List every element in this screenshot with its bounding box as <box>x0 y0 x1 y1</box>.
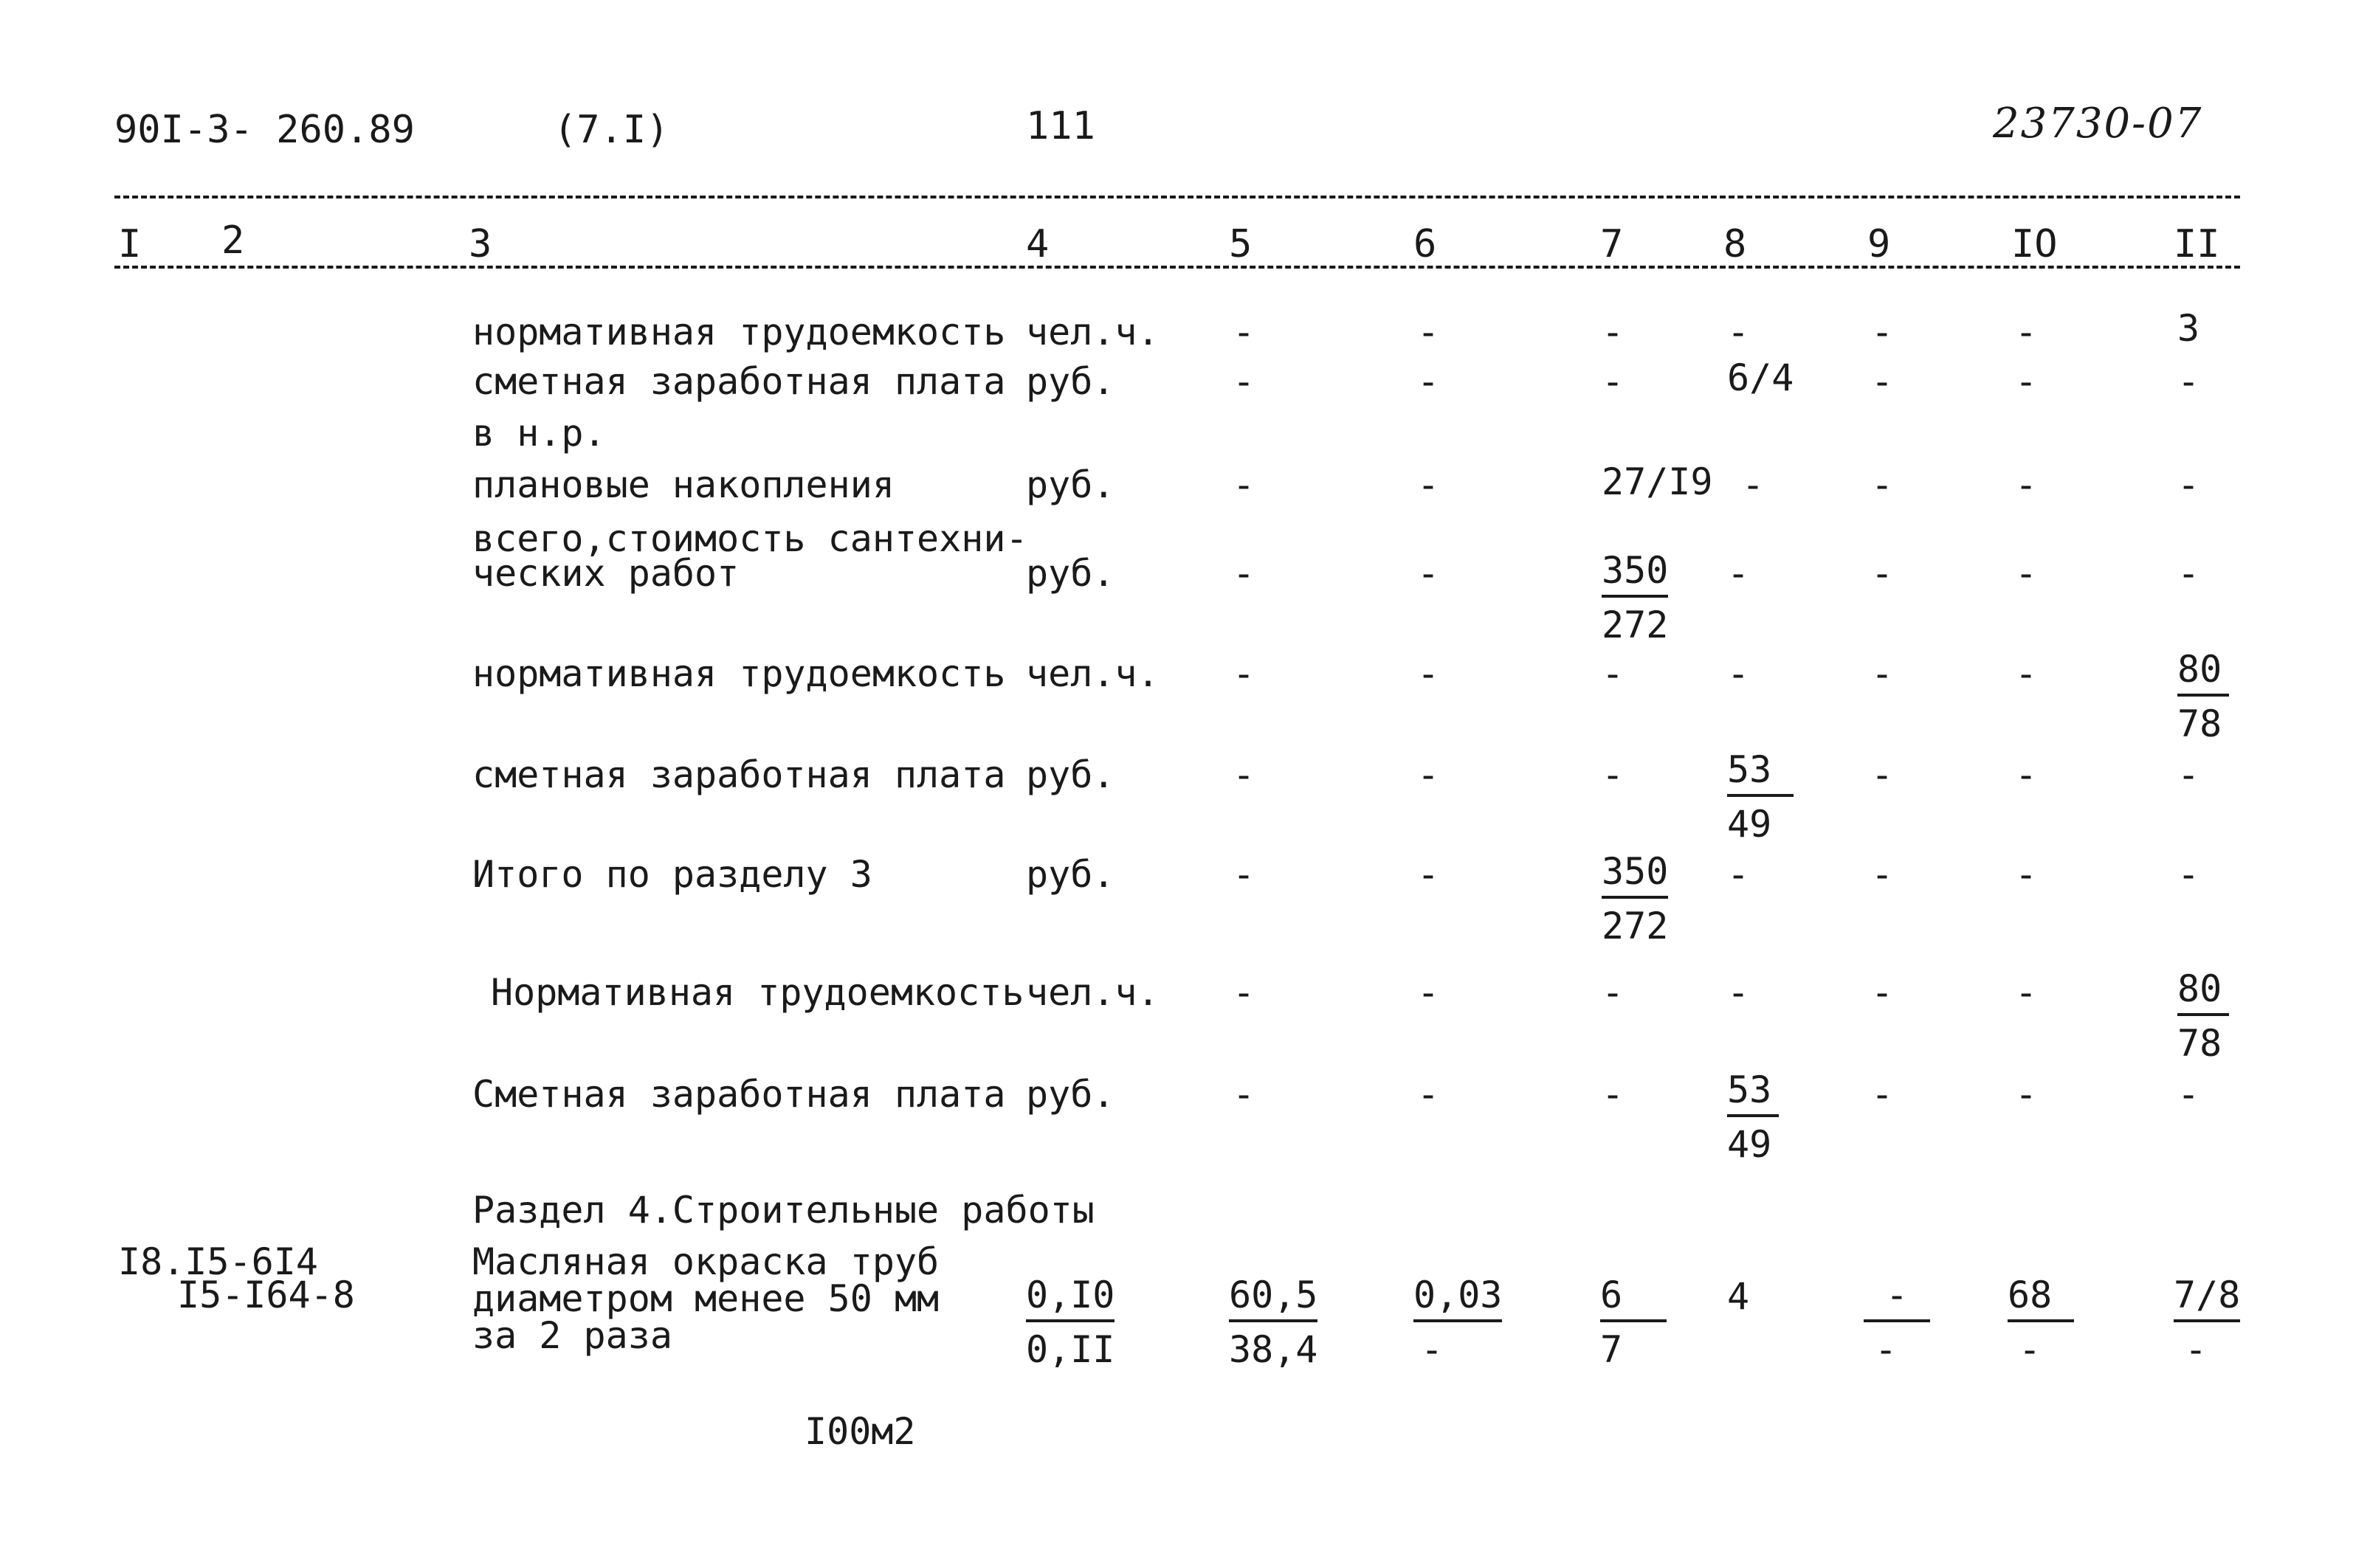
item-name-line2: диаметром менее 50 мм <box>472 1277 940 1320</box>
cell: - <box>1417 753 1440 796</box>
numerator: 350 <box>1602 853 1668 899</box>
fraction-cell <box>1864 1274 1930 1371</box>
section-code: (7.I) <box>554 108 669 152</box>
item-name-line1: Масляная окраска труб <box>472 1240 940 1283</box>
denominator: 49 <box>1727 1123 1772 1166</box>
row-unit: чел.ч. <box>1026 971 1160 1014</box>
cell: - <box>1742 463 1765 506</box>
item-number: I8.I5-6I4 <box>118 1240 318 1283</box>
cell: - <box>1871 463 1894 506</box>
cell: - <box>1233 1073 1255 1116</box>
fraction-cell <box>2008 1274 2074 1371</box>
fraction-cell <box>2174 1274 2241 1371</box>
denominator: 7 <box>1600 1328 1623 1371</box>
cell: - <box>1417 552 1440 595</box>
item-reference: I5-I64-8 <box>177 1274 355 1316</box>
row-name: Нормативная трудоемкость <box>491 971 1024 1014</box>
cell: - <box>1233 652 1255 695</box>
cell: - <box>1871 360 1894 403</box>
page-number: 111 <box>1026 104 1095 148</box>
row-unit: руб. <box>1026 552 1115 595</box>
row-unit: чел.ч. <box>1026 652 1160 695</box>
cell: - <box>2177 552 2200 595</box>
col-header-1: I <box>118 222 142 266</box>
row-unit: руб. <box>1026 853 1115 896</box>
cell: - <box>1233 463 1255 506</box>
cell: - <box>1233 360 1255 403</box>
denominator: 0,II <box>1026 1328 1115 1371</box>
cell: - <box>1417 1073 1440 1116</box>
row-unit: руб. <box>1026 753 1115 796</box>
fraction-cell <box>1413 1274 1503 1371</box>
section-title: Раздел 4.Строительные работы <box>472 1189 1095 1232</box>
cell: - <box>1871 1073 1894 1116</box>
cell: - <box>1417 971 1440 1014</box>
denominator: 272 <box>1602 905 1669 947</box>
numerator: 53 <box>1727 1071 1779 1117</box>
doc-code: 90I-3- 260.89 <box>114 108 415 152</box>
cell: - <box>1417 853 1440 896</box>
col-header-6: 6 <box>1413 222 1437 266</box>
fraction-cell <box>1602 850 1669 947</box>
numerator: 6 <box>1600 1277 1667 1322</box>
numerator: 80 <box>2177 970 2229 1016</box>
cell: - <box>2177 463 2200 506</box>
cell: - <box>1602 753 1625 796</box>
cell: - <box>2015 360 2038 403</box>
fraction-cell <box>1600 1274 1667 1371</box>
cell: - <box>1727 311 1750 353</box>
denominator: - <box>2185 1328 2208 1371</box>
row-name: сметная заработная плата <box>472 360 1006 403</box>
fraction-cell <box>2177 648 2229 745</box>
fraction-cell <box>1727 1068 1779 1166</box>
cell: - <box>2015 971 2038 1014</box>
cell: 4 <box>1727 1275 1750 1318</box>
col-header-7: 7 <box>1600 222 1624 266</box>
cell: - <box>2015 652 2038 695</box>
cell: 3 <box>2177 307 2200 350</box>
unit-label: I00м2 <box>805 1410 916 1453</box>
col-header-11: II <box>2174 222 2220 266</box>
denominator: - <box>1875 1328 1898 1371</box>
cell: - <box>1602 971 1625 1014</box>
col-header-10: IO <box>2011 222 2058 266</box>
cell: - <box>1233 853 1255 896</box>
denominator: 272 <box>1602 604 1669 646</box>
cell: - <box>2015 463 2038 506</box>
cell: - <box>1417 652 1440 695</box>
row-name: Сметная заработная плата <box>472 1073 1006 1116</box>
denominator: 78 <box>2177 1022 2222 1065</box>
cell: - <box>1871 552 1894 595</box>
row-unit: руб. <box>1026 360 1115 403</box>
numerator: 0,03 <box>1413 1277 1502 1322</box>
cell: - <box>1417 311 1440 353</box>
denominator: 38,4 <box>1229 1328 1318 1371</box>
cell: - <box>1871 971 1894 1014</box>
row-name: плановые накопления <box>472 463 895 506</box>
row-name-cont: в н.р. <box>472 412 606 455</box>
cell: - <box>1602 311 1625 353</box>
numerator: 60,5 <box>1229 1277 1317 1322</box>
fraction-cell <box>2177 967 2229 1065</box>
col-header-2: 2 <box>221 218 245 263</box>
cell: - <box>1727 552 1750 595</box>
cell: - <box>1602 360 1625 403</box>
cell: - <box>1602 652 1625 695</box>
col-header-9: 9 <box>1867 222 1891 266</box>
signature-number: 23730-07 <box>1993 100 2203 148</box>
numerator: 53 <box>1727 751 1794 797</box>
numerator: 0,I0 <box>1026 1277 1115 1322</box>
cell: - <box>2177 853 2200 896</box>
row-unit: руб. <box>1026 463 1115 506</box>
top-rule <box>114 196 2240 198</box>
cell: - <box>2015 1073 2038 1116</box>
cell: - <box>1727 971 1750 1014</box>
row-unit: чел.ч. <box>1026 311 1160 353</box>
cell: - <box>1871 853 1894 896</box>
cell: 27/I9 <box>1602 460 1713 503</box>
cell: - <box>1871 652 1894 695</box>
cell: - <box>1602 1073 1625 1116</box>
cell: - <box>2177 753 2200 796</box>
row-name: нормативная трудоемкость <box>472 652 1006 695</box>
cell: - <box>1727 652 1750 695</box>
col-header-3: 3 <box>469 222 492 266</box>
item-name-line3: за 2 раза <box>472 1314 672 1357</box>
fraction-cell <box>1727 748 1794 846</box>
row-name: всего,стоимость сантехни- <box>472 517 1028 560</box>
cell: - <box>2015 311 2038 353</box>
cell: - <box>1233 311 1255 353</box>
fraction-cell <box>1602 549 1669 646</box>
numerator: 350 <box>1602 552 1668 598</box>
fraction-cell <box>1229 1274 1318 1371</box>
cell: - <box>1727 853 1750 896</box>
denominator: - <box>2019 1328 2042 1371</box>
cell: - <box>1871 753 1894 796</box>
header-rule <box>114 266 2240 269</box>
row-unit: руб. <box>1026 1073 1115 1116</box>
denominator: 78 <box>2177 702 2222 745</box>
cell: - <box>2015 853 2038 896</box>
col-header-8: 8 <box>1723 222 1747 266</box>
cell: - <box>2177 360 2200 403</box>
numerator: 68 <box>2008 1277 2074 1322</box>
cell: - <box>1233 753 1255 796</box>
cell: - <box>1871 311 1894 353</box>
col-header-5: 5 <box>1229 222 1253 266</box>
row-name: Итого по разделу 3 <box>472 853 872 896</box>
cell: - <box>1417 360 1440 403</box>
cell: - <box>1233 971 1255 1014</box>
cell: - <box>2015 753 2038 796</box>
denominator: 49 <box>1727 803 1772 846</box>
cell: - <box>1233 552 1255 595</box>
row-name-cont: ческих работ <box>472 552 740 595</box>
denominator: - <box>1421 1328 1444 1371</box>
cell: - <box>2015 552 2038 595</box>
row-name: сметная заработная плата <box>472 753 1006 796</box>
cell: - <box>2177 1073 2200 1116</box>
numerator: - <box>1864 1277 1930 1322</box>
col-header-4: 4 <box>1026 222 1050 266</box>
row-name: нормативная трудоемкость <box>472 311 1006 353</box>
numerator: 7/8 <box>2174 1277 2240 1322</box>
cell: 6/4 <box>1727 356 1794 399</box>
fraction-cell <box>1026 1274 1115 1371</box>
numerator: 80 <box>2177 651 2229 697</box>
cell: - <box>1417 463 1440 506</box>
